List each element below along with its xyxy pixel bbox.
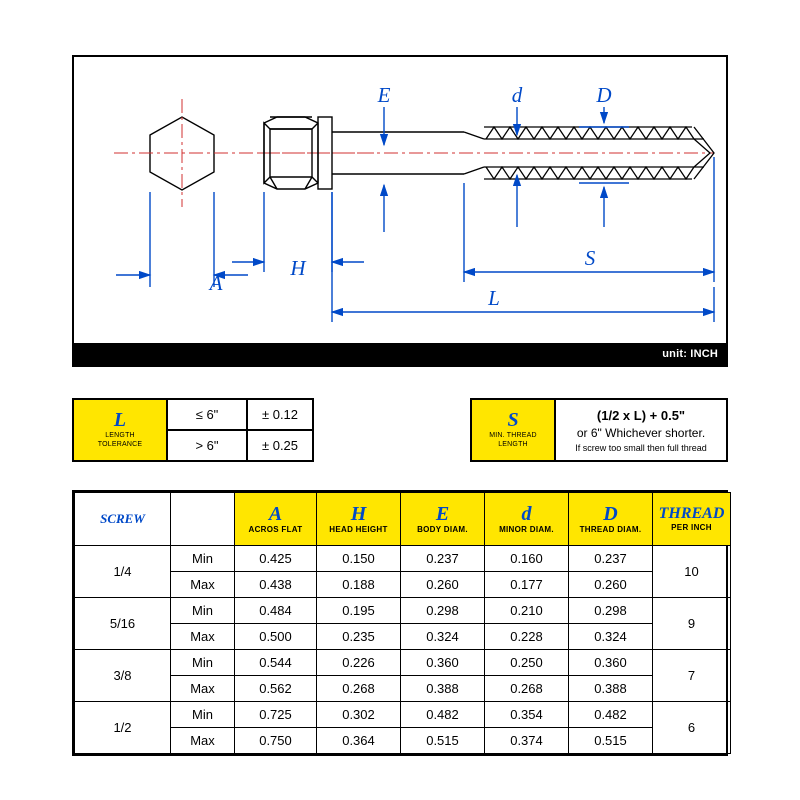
label-l: L: [488, 286, 500, 310]
row-minmax-min: Min: [171, 650, 235, 676]
cell-h-min: 0.302: [317, 702, 401, 728]
min-thread-symbol: S: [507, 409, 519, 432]
table-row: [75, 572, 731, 598]
column-header-h-desc: HEAD HEIGHT: [329, 524, 388, 534]
table-row: [75, 676, 731, 702]
label-e: E: [377, 83, 391, 107]
length-tolerance-caption-1: LENGTH: [105, 432, 135, 440]
cell-e-max: 0.515: [401, 728, 485, 754]
cell-e-min: 0.482: [401, 702, 485, 728]
column-header-thread-desc: PER INCH: [671, 523, 712, 532]
column-header-e-symbol: E: [435, 502, 450, 525]
column-header-e: [401, 493, 485, 546]
cell-h-max: 0.188: [317, 572, 401, 598]
cell-d-minor-min: 0.250: [485, 650, 569, 676]
unit-label: unit: INCH: [662, 348, 718, 360]
cell-a-max: 0.438: [235, 572, 317, 598]
cell-d-thread-min: 0.482: [569, 702, 653, 728]
column-header-screw: SCREW: [75, 493, 171, 546]
label-a: A: [209, 271, 223, 295]
column-header-d-minor-symbol: d: [521, 502, 532, 525]
column-header-a: [235, 493, 317, 546]
length-tolerance-symbol: L: [113, 409, 127, 432]
row-minmax-max: Max: [171, 572, 235, 598]
cell-d-minor-max: 0.374: [485, 728, 569, 754]
table-row: [75, 598, 731, 624]
cell-e-min: 0.360: [401, 650, 485, 676]
column-header-thread-symbol: THREAD: [658, 505, 725, 523]
label-d-minor: d: [511, 83, 523, 107]
table-row: [75, 546, 731, 572]
column-header-d-minor: [485, 493, 569, 546]
specs-table: [74, 492, 731, 754]
min-thread-formula: (1/2 x L) + 0.5": [596, 407, 686, 423]
length-tolerance-row: [168, 431, 312, 460]
label-s: S: [584, 246, 596, 270]
cell-h-min: 0.195: [317, 598, 401, 624]
length-tolerance-condition: ≤ 6": [168, 400, 248, 429]
length-tolerance-row: [168, 400, 312, 431]
row-minmax-min: Min: [171, 546, 235, 572]
row-size: 3/8: [75, 650, 171, 702]
cell-d-thread-max: 0.260: [569, 572, 653, 598]
cell-d-thread-min: 0.360: [569, 650, 653, 676]
min-thread-caption-2: LENGTH: [498, 441, 528, 448]
column-header-h-symbol: H: [350, 502, 367, 525]
cell-h-max: 0.268: [317, 676, 401, 702]
cell-d-thread-max: 0.515: [569, 728, 653, 754]
row-minmax-min: Min: [171, 702, 235, 728]
unit-bar: [72, 345, 728, 367]
cell-d-minor-max: 0.228: [485, 624, 569, 650]
table-row: [75, 728, 731, 754]
length-tolerance-value: ± 0.25: [261, 438, 299, 453]
row-size: 1/4: [75, 546, 171, 598]
column-header-e-desc: BODY DIAM.: [417, 524, 468, 534]
cell-a-max: 0.500: [235, 624, 317, 650]
cell-thread: 9: [653, 598, 731, 650]
row-size: 5/16: [75, 598, 171, 650]
cell-a-max: 0.562: [235, 676, 317, 702]
table-row: [75, 702, 731, 728]
length-tolerance-rows: [168, 400, 312, 460]
table-row: [75, 650, 731, 676]
column-header-d-minor-desc: MINOR DIAM.: [499, 524, 554, 534]
cell-d-minor-max: 0.177: [485, 572, 569, 598]
min-thread-description: [556, 400, 726, 460]
cell-thread: 10: [653, 546, 731, 598]
cell-d-minor-min: 0.354: [485, 702, 569, 728]
cell-d-thread-min: 0.298: [569, 598, 653, 624]
min-thread-note: or 6" Whichever shorter.: [576, 425, 706, 440]
cell-e-min: 0.237: [401, 546, 485, 572]
cell-d-minor-min: 0.160: [485, 546, 569, 572]
length-tolerance-value: ± 0.12: [261, 407, 299, 422]
row-minmax-max: Max: [171, 728, 235, 754]
cell-d-minor-min: 0.210: [485, 598, 569, 624]
min-thread-subnote: If screw too small then full thread: [575, 442, 707, 453]
cell-a-max: 0.750: [235, 728, 317, 754]
row-minmax-max: Max: [171, 624, 235, 650]
row-size: 1/2: [75, 702, 171, 754]
column-header-d-thread-desc: THREAD DIAM.: [579, 524, 642, 534]
cell-d-thread-max: 0.388: [569, 676, 653, 702]
cell-a-min: 0.425: [235, 546, 317, 572]
cell-thread: 7: [653, 650, 731, 702]
drawing-panel: [72, 55, 728, 345]
column-header-d-thread: [569, 493, 653, 546]
cell-d-thread-max: 0.324: [569, 624, 653, 650]
length-tolerance-condition: > 6": [168, 431, 248, 460]
screw-drawing: [74, 57, 726, 343]
row-minmax-max: Max: [171, 676, 235, 702]
cell-e-max: 0.260: [401, 572, 485, 598]
table-row: [75, 624, 731, 650]
cell-d-minor-max: 0.268: [485, 676, 569, 702]
cell-e-max: 0.388: [401, 676, 485, 702]
label-h: H: [290, 256, 306, 280]
cell-h-min: 0.226: [317, 650, 401, 676]
column-header-h: [317, 493, 401, 546]
table-header-row: [75, 493, 731, 546]
label-d-thread: D: [596, 83, 612, 107]
cell-h-max: 0.364: [317, 728, 401, 754]
row-minmax-min: Min: [171, 598, 235, 624]
length-tolerance-caption-2: TOLERANCE: [97, 441, 143, 448]
min-thread-caption-1: MIN. THREAD: [489, 432, 537, 440]
cell-a-min: 0.725: [235, 702, 317, 728]
length-tolerance-box: [72, 398, 314, 462]
cell-d-thread-min: 0.237: [569, 546, 653, 572]
cell-h-max: 0.235: [317, 624, 401, 650]
specs-table-wrap: [72, 490, 728, 756]
column-header-d-thread-symbol: D: [603, 502, 618, 525]
cell-e-max: 0.324: [401, 624, 485, 650]
cell-h-min: 0.150: [317, 546, 401, 572]
centerline: [114, 99, 714, 207]
min-thread-length-box: [470, 398, 728, 462]
cell-a-min: 0.484: [235, 598, 317, 624]
cell-a-min: 0.544: [235, 650, 317, 676]
column-header-blank: [171, 493, 235, 546]
column-header-thread: [653, 493, 731, 546]
cell-thread: 6: [653, 702, 731, 754]
min-thread-key: [472, 400, 556, 460]
cell-e-min: 0.298: [401, 598, 485, 624]
column-header-a-desc: ACROS FLAT: [248, 524, 303, 534]
column-header-a-symbol: A: [268, 502, 283, 525]
length-tolerance-key: [74, 400, 168, 460]
